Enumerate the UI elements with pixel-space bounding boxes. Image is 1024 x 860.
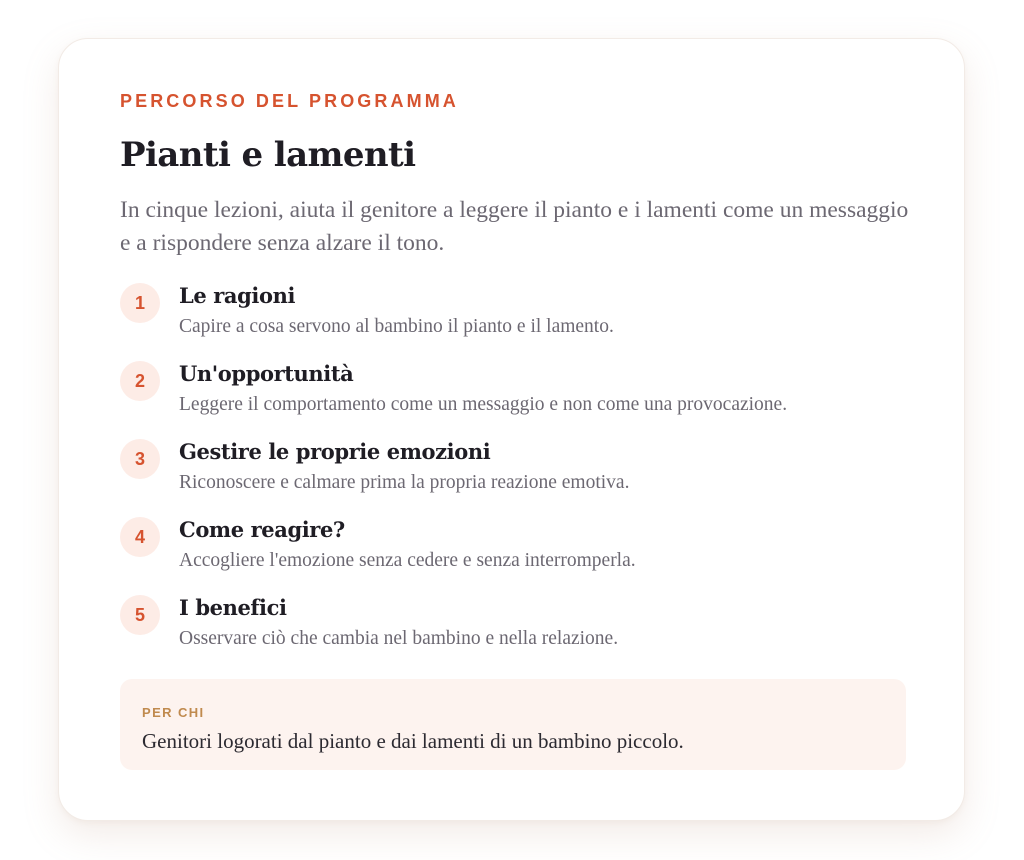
page-title: Pianti e lamenti [120, 135, 416, 175]
lesson-item-4 [120, 515, 910, 593]
lesson-item-5 [120, 593, 910, 671]
lesson-description: Osservare ciò che cambia nel bambino e nella relazione. [179, 628, 619, 649]
program-card [58, 38, 965, 821]
lesson-number-badge: 3 [120, 439, 160, 479]
program-eyebrow: PERCORSO DEL PROGRAMMA [120, 91, 459, 111]
lesson-number-badge: 5 [120, 595, 160, 635]
lesson-item-1 [120, 281, 910, 359]
lesson-number-badge: 2 [120, 361, 160, 401]
lesson-title: Le ragioni [179, 283, 296, 308]
lesson-description: Riconoscere e calmare prima la propria reazione emotiva. [179, 472, 630, 493]
lesson-title: Un'opportunità [179, 361, 354, 386]
audience-label: PER CHI [142, 705, 205, 720]
lesson-item-3 [120, 437, 910, 515]
lesson-item-2 [120, 359, 910, 437]
lesson-description: Capire a cosa servono al bambino il pianto e il lamento. [179, 316, 614, 337]
lesson-number-badge: 1 [120, 283, 160, 323]
lesson-title: Gestire le proprie emozioni [179, 439, 491, 464]
audience-box [120, 679, 906, 770]
lesson-title: I benefici [179, 595, 287, 620]
lesson-description: Accogliere l'emozione senza cedere e senza interromperla. [179, 550, 636, 571]
lesson-list [120, 281, 910, 671]
audience-text: Genitori logorati dal pianto e dai lamenti di un bambino piccolo. [142, 729, 684, 753]
program-intro: In cinque lezioni, aiuta il genitore a leggere il pianto e i lamenti come un messaggio e a rispondere senza alzare il tono. [120, 197, 909, 256]
lesson-description: Leggere il comportamento come un messaggio e non come una provocazione. [179, 394, 788, 415]
lesson-title: Come reagire? [179, 517, 345, 542]
lesson-number-badge: 4 [120, 517, 160, 557]
